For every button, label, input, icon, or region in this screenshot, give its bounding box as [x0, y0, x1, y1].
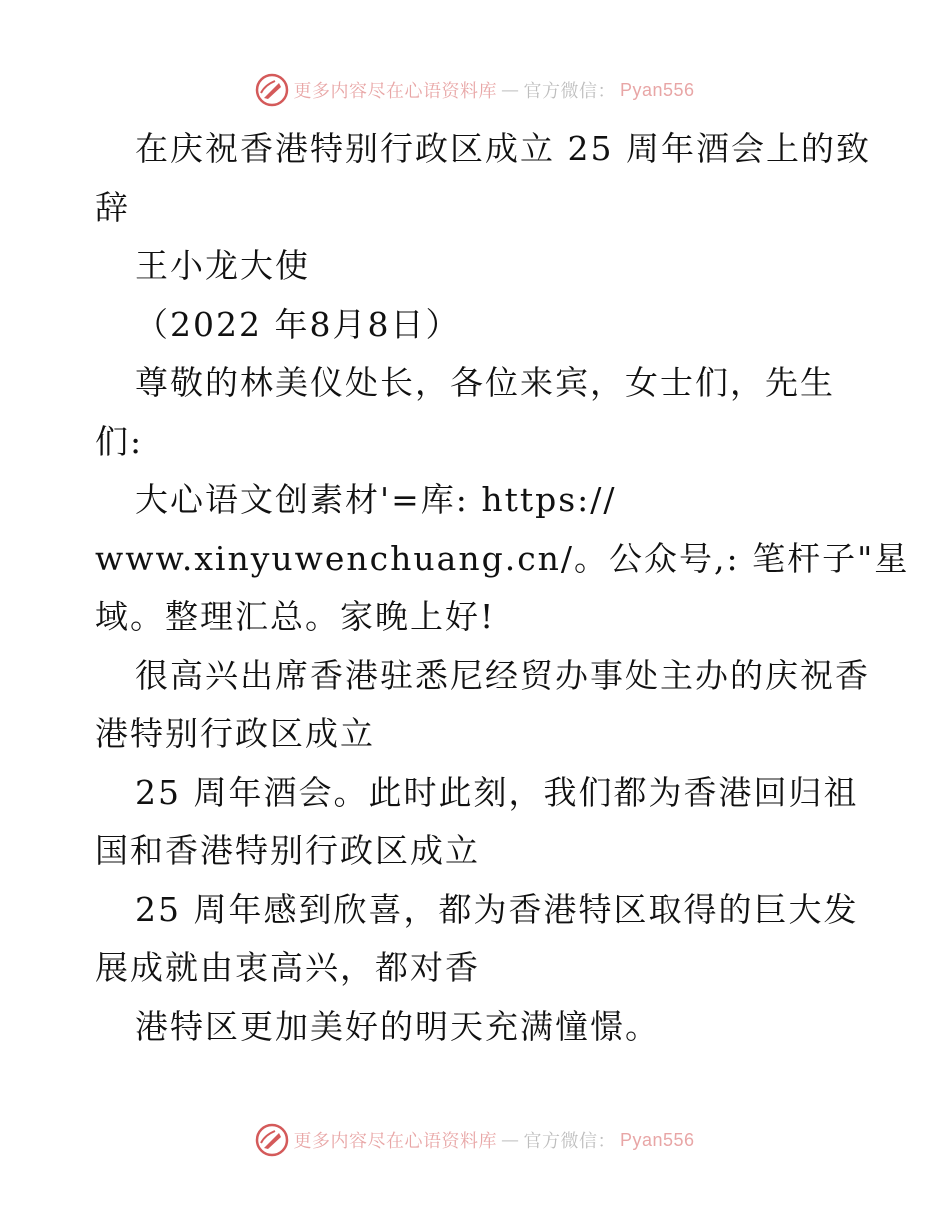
watermark-wechat-id: Pyan556	[619, 79, 695, 100]
salutation-line-2: 们:	[95, 421, 144, 461]
watermark-wechat-id: Pyan556	[619, 1129, 695, 1150]
body-line: 25 周年感到欣喜，都为香港特区取得的巨大发	[135, 889, 859, 929]
speaker-name: 王小龙大使	[135, 246, 310, 285]
body-line: 国和香港特别行政区成立	[95, 831, 480, 870]
header-watermark	[0, 70, 950, 110]
title-line-2: 辞	[95, 187, 130, 227]
watermark-wechat-label: 官方微信：	[523, 1131, 616, 1152]
watermark-separator: —	[500, 1129, 520, 1151]
body-line: 域。整理汇总。家晚上好!	[95, 597, 496, 636]
body-line: 港特别行政区成立	[95, 714, 375, 753]
title-line-1: 在庆祝香港特别行政区成立 25 周年酒会上的致	[135, 129, 871, 168]
feather-pen-logo-icon	[255, 73, 289, 107]
feather-pen-logo-icon	[255, 1123, 289, 1157]
watermark-text: 更多内容尽在心语资料库	[293, 81, 497, 102]
body-line: 港特区更加美好的明天充满憧憬。	[135, 1006, 660, 1046]
watermark-separator: —	[500, 79, 520, 101]
body-line: 25 周年酒会。此时此刻，我们都为香港回归祖	[135, 772, 859, 812]
body-line: 展成就由衷高兴，都对香	[95, 948, 480, 987]
document-body	[95, 120, 910, 1056]
salutation-line-1: 尊敬的林美仪处长，各位来宾，女士们，先生	[135, 363, 835, 402]
body-line: 很高兴出席香港驻悉尼经贸办事处主办的庆祝香	[135, 655, 870, 695]
watermark-text: 更多内容尽在心语资料库	[293, 1131, 497, 1152]
speech-date: （2022 年8月8日）	[135, 304, 461, 344]
footer-watermark	[0, 1120, 950, 1160]
body-line: 大心语文创素材'=库: https://	[135, 480, 617, 519]
watermark-wechat-label: 官方微信：	[523, 81, 616, 102]
body-line: www.xinyuwenchuang.cn/。公众号,: 笔杆子"星	[95, 538, 910, 578]
